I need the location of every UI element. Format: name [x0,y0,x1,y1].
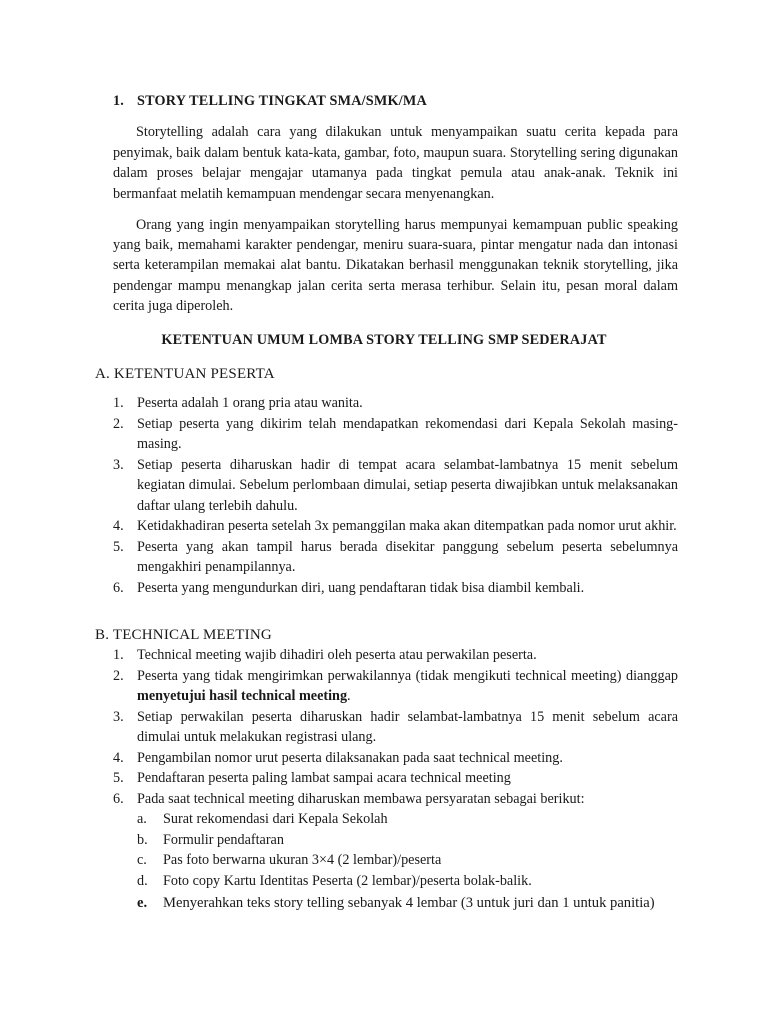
section-1-heading [113,91,427,112]
bold-phrase: menyetujui hasil technical meeting [137,688,348,704]
main-heading: KETENTUAN UMUM LOMBA STORY TELLING SMP SEDERAJAT [161,332,607,348]
list-item: 6. Peserta yang mengundurkan diri, uang pendaftaran tidak bisa diambil kembali. [113,579,585,596]
sublist-item: d. Foto copy Kartu Identitas Peserta (2 lembar)/peserta bolak-balik. [137,872,532,889]
list-item: 4. Pengambilan nomor urut peserta dilaksanakan pada saat technical meeting. [113,749,563,766]
paragraph-storytelling-definition: Storytelling adalah cara yang dilakukan untuk menyampaikan suatu cerita kepada para penyimak, baik dalam bentuk kata-kata, gambar, foto, maupun suara. Storytelling sering digunakan dalam proses belajar mengajar utamanya pada tingkat pemula atau anak-anak. Teknik ini bermanfaat melatih kemampuan mendengar secara menyenangkan. [113,124,678,202]
paragraph-storytelling-skills: Orang yang ingin menyampaikan storytelling harus mempunyai kemampuan public speaking yang baik, memahami karakter pendengar, meniru suara-suara, pintar mengatur nada dan intonasi serta keterampilan memakai alat bantu. Dikatakan berhasil menggunakan teknik storytelling, jika pendengar mampu menangkap jalan cerita serta merasa terhibur. Selain itu, pesan moral dalam cerita juga diperoleh. [113,217,678,314]
section-a-list [113,393,678,598]
section-1-title: STORY TELLING TINGKAT SMA/SMK/MA [137,93,427,109]
list-item: 3. Setiap perwakilan peserta diharuskan hadir selambat-lambatnya 15 menit sebelum acara dimulai untuk melakukan registrasi ulang. [113,708,678,745]
list-item: 1. Technical meeting wajib dihadiri oleh peserta atau perwakilan peserta. [113,647,537,663]
list-item: 2. Setiap peserta yang dikirim telah mendapatkan rekomendasi dari Kepala Sekolah masing-masing. [113,415,678,452]
requirements-sublist [137,809,678,914]
list-item: 1. Peserta adalah 1 orang pria atau wanita. [113,395,363,411]
sublist-item: c. Pas foto berwarna ukuran 3×4 (2 lembar)/peserta [137,852,442,868]
section-b-list [113,645,678,914]
list-item: 2. Peserta yang tidak mengirimkan perwakilannya (tidak mengikuti technical meeting) dianggap menyetujui hasil technical meeting. [113,667,678,704]
list-item: 5. Pendaftaran peserta paling lambat sampai acara technical meeting [113,770,511,786]
list-item: 4. Ketidakhadiran peserta setelah 3x pemanggilan maka akan ditempatkan pada nomor urut akhir. [113,518,677,534]
list-item: 3. Setiap peserta diharuskan hadir di tempat acara selambat-lambatnya 15 menit sebelum kegiatan dimulai. Sebelum perlombaan dimulai, setiap peserta diwajibkan untuk melaksanakan daftar ulang terlebih dahulu. [113,456,678,514]
sublist-item: a. Surat rekomendasi dari Kepala Sekolah [137,811,388,827]
list-item: 5. Peserta yang akan tampil harus berada disekitar panggung sebelum peserta sebelumnya mengakhiri penampilannya. [113,538,678,575]
sublist-item: e. Menyerahkan teks story telling sebanyak 4 lembar (3 untuk juri dan 1 untuk panitia) [137,895,655,911]
section-b-title: B. TECHNICAL MEETING [95,627,272,643]
sublist-item: b. Formulir pendaftaran [137,831,284,848]
section-a-title: A. KETENTUAN PESERTA [95,366,275,382]
list-item: 6. Pada saat technical meeting diharuskan membawa persyaratan sebagai berikut: a. Surat rekomendasi dari Kepala Sekolah b. Formulir pendaftaran c. Pas foto berwarna ukuran 3×4 (2 lembar)/peserta d. Foto copy Kartu Identitas Peserta (2 lembar)/peserta bolak-balik. e. Menyerahkan teks story telling sebanyak 4 lembar (3 untuk juri dan 1 untuk panitia) [113,789,678,914]
section-1-number: 1. [113,93,125,109]
